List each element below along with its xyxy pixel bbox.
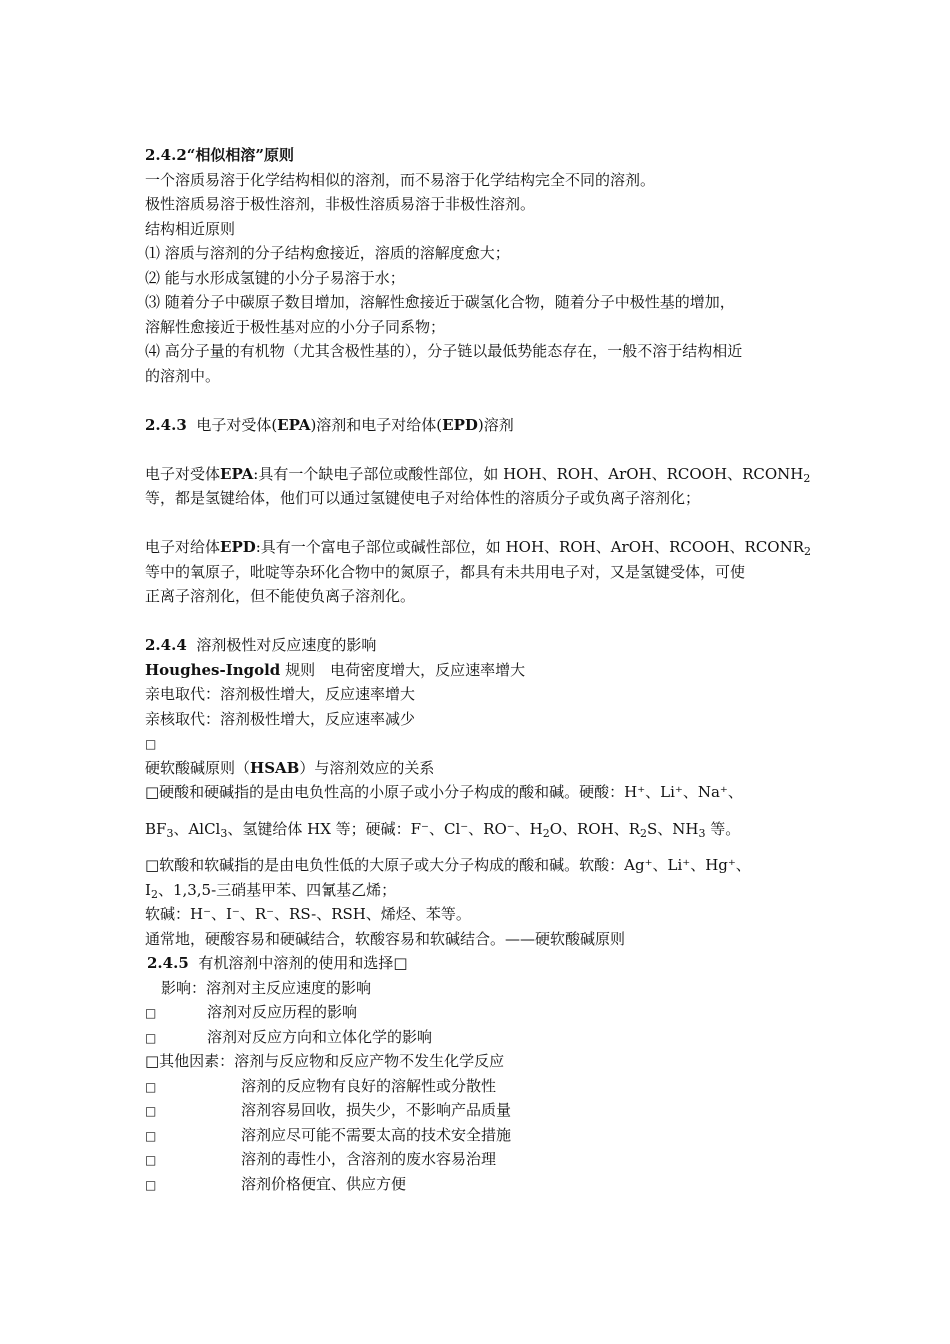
formula-text: 、氢键给体 HX 等；硬碱：F⁻、Cl⁻、RO⁻、H	[227, 819, 543, 838]
section-heading-2-4-2	[145, 143, 810, 168]
heading-bold: EPD	[442, 415, 478, 434]
list-item	[145, 1074, 810, 1099]
list-item	[145, 1147, 810, 1172]
subscript: 2	[804, 545, 812, 558]
list-item: ⑷ 高分子量的有机物（尤其含极性基的），分子链以最低势能态存在，一般不溶于结构相近	[145, 342, 743, 360]
placeholder-box: □	[145, 737, 157, 751]
list-item-text: 溶剂应尽可能不需要太高的技术安全措施	[241, 1125, 512, 1144]
rule-name: Houghes-Ingold	[145, 660, 281, 679]
section-heading-2-4-3	[145, 413, 810, 438]
hsab-heading	[145, 756, 810, 781]
paragraph-line: 等中的氧原子，吡啶等杂环化合物中的氮原子，都具有未共用电子对，又是氢键受体，可使	[145, 562, 746, 581]
section-title: 溶剂极性对反应速度的影响	[196, 636, 377, 654]
list-item: ⑵ 能与水形成氢键的小分子易溶于水；	[145, 268, 405, 287]
list-item	[145, 1172, 810, 1197]
subscript: 2	[542, 826, 550, 840]
placeholder-box: □	[145, 1030, 157, 1045]
epa-label: 电子对受体	[145, 464, 221, 483]
section-number: 2.4.3	[145, 415, 187, 434]
formula-text: O、ROH、R	[549, 819, 641, 838]
paragraph-line: 极性溶质易溶于极性溶剂，非极性溶质易溶于非极性溶剂。	[145, 195, 536, 213]
subscript: 3	[166, 826, 174, 840]
section-heading-2-4-5	[145, 951, 810, 976]
formula-text: BF	[145, 819, 167, 838]
formula-text: 等。	[710, 819, 741, 838]
subscript: 2	[640, 826, 648, 840]
summary-line: 通常地，硬酸容易和硬碱结合，软酸容易和软碱结合。——硬软酸碱原则	[145, 929, 626, 948]
heading-text: 电子对受体(	[196, 415, 278, 434]
formula-text: 、1,3,5-三硝基甲苯、四氰基乙烯；	[157, 880, 397, 899]
list-item-text: 溶剂对反应历程的影响	[207, 1003, 358, 1021]
hsab-bold: HSAB	[250, 758, 300, 777]
houghes-ingold-rule	[145, 658, 810, 683]
other-factors-label: □其他因素：溶剂与反应物和反应产物不发生化学反应	[145, 1052, 505, 1070]
list-item-continuation: 的溶剂中。	[145, 366, 221, 385]
subscript: 2	[803, 471, 811, 485]
rule-text: 规则 电荷密度增大，反应速率增大	[285, 660, 526, 679]
soft-acid-examples	[145, 878, 810, 903]
epd-label: 电子对给体	[145, 538, 221, 556]
section-heading-2-4-4	[145, 633, 810, 658]
placeholder-box-line	[145, 731, 810, 756]
section-title: 有机溶剂中溶剂的使用和选择□	[198, 954, 408, 972]
section-number: 2.4.5	[147, 954, 189, 972]
list-item-text: 溶剂价格便宜、供应方便	[241, 1174, 407, 1193]
paragraph-line: 亲核取代：溶剂极性增大，反应速率减少	[145, 709, 416, 728]
list-item-text: 溶剂容易回收，损失少，不影响产品质量	[241, 1101, 512, 1119]
hard-acid-base-line: □硬酸和硬碱指的是由电负性高的小原子或小分子构成的酸和碱。硬酸：H⁺、Li⁺、Na⁺、	[145, 783, 743, 801]
list-item-text: 溶剂对反应方向和立体化学的影响	[207, 1027, 433, 1046]
paragraph-line: 结构相近原则	[145, 219, 236, 238]
epa-definition	[145, 462, 810, 487]
epa-bold: EPA	[220, 464, 254, 483]
soft-acid-base-line: □软酸和软碱指的是由电负性低的大原子或大分子构成的酸和碱。软酸：Ag⁺、Li⁺、Hg⁺、	[145, 856, 751, 874]
placeholder-box: □	[145, 1153, 157, 1167]
list-item-continuation: 溶解性愈接近于极性基对应的小分子同系物；	[145, 317, 446, 336]
section-number: 2.4.2	[145, 146, 187, 164]
placeholder-box: □	[145, 1104, 157, 1118]
epa-text: :具有一个缺电子部位或酸性部位，如 HOH、ROH、ArOH、RCOOH、RCONH	[253, 464, 804, 483]
list-item	[145, 1123, 810, 1148]
subscript: 3	[220, 826, 228, 840]
placeholder-box: □	[145, 1177, 157, 1192]
placeholder-box: □	[145, 1079, 157, 1094]
list-item: ⑶ 随着分子中碳原子数目增加，溶解性愈接近于碳氢化合物，随着分子中极性基的增加，	[145, 293, 735, 311]
epd-definition	[145, 535, 810, 560]
list-item-text: 溶剂的反应物有良好的溶解性或分散性	[241, 1076, 497, 1095]
heading-text: )溶剂和电子对给体(	[310, 415, 443, 434]
soft-base-line: 软碱：H⁻、I⁻、R⁻、RS-、RSH、烯烃、苯等。	[145, 905, 471, 923]
subscript: 2	[150, 887, 158, 901]
list-item	[145, 1098, 810, 1123]
list-item	[145, 1025, 810, 1050]
paragraph-line: 亲电取代：溶剂极性增大，反应速率增大	[145, 685, 416, 703]
formula-text: S、NH	[647, 819, 699, 838]
paragraph-line: 等，都是氢键给体，他们可以通过氢键使电子对给体性的溶质分子或负离子溶剂化；	[145, 489, 701, 507]
list-item-text: 溶剂的毒性小，含溶剂的废水容易治理	[241, 1150, 497, 1168]
heading-text: )溶剂	[477, 415, 514, 434]
paragraph-line: 正离子溶剂化，但不能使负离子溶剂化。	[145, 587, 416, 605]
placeholder-box: □	[145, 1128, 157, 1143]
document-page	[145, 143, 810, 1196]
formula-text: 、AlCl	[173, 819, 221, 838]
epd-text: :具有一个富电子部位或碱性部位，如 HOH、ROH、ArOH、RCOOH、RCONR	[255, 538, 805, 556]
heading-bold: EPA	[277, 415, 311, 434]
hsab-text: ）与溶剂效应的关系	[299, 758, 435, 777]
subscript: 3	[698, 826, 706, 840]
placeholder-box: □	[145, 1006, 157, 1020]
section-title: “相似相溶”原则	[186, 146, 295, 164]
list-item	[145, 1000, 810, 1025]
hsab-text: 硬软酸碱原则（	[145, 758, 251, 777]
epd-bold: EPD	[220, 538, 256, 556]
section-number: 2.4.4	[145, 636, 187, 654]
influence-label: 影响：溶剂对主反应速度的影响	[161, 978, 372, 997]
list-item: ⑴ 溶质与溶剂的分子结构愈接近，溶质的溶解度愈大；	[145, 244, 510, 262]
paragraph-line: 一个溶质易溶于化学结构相似的溶剂，而不易溶于化学结构完全不同的溶剂。	[145, 170, 656, 189]
hard-acid-base-examples	[145, 817, 810, 842]
formula-text: I	[145, 880, 151, 899]
